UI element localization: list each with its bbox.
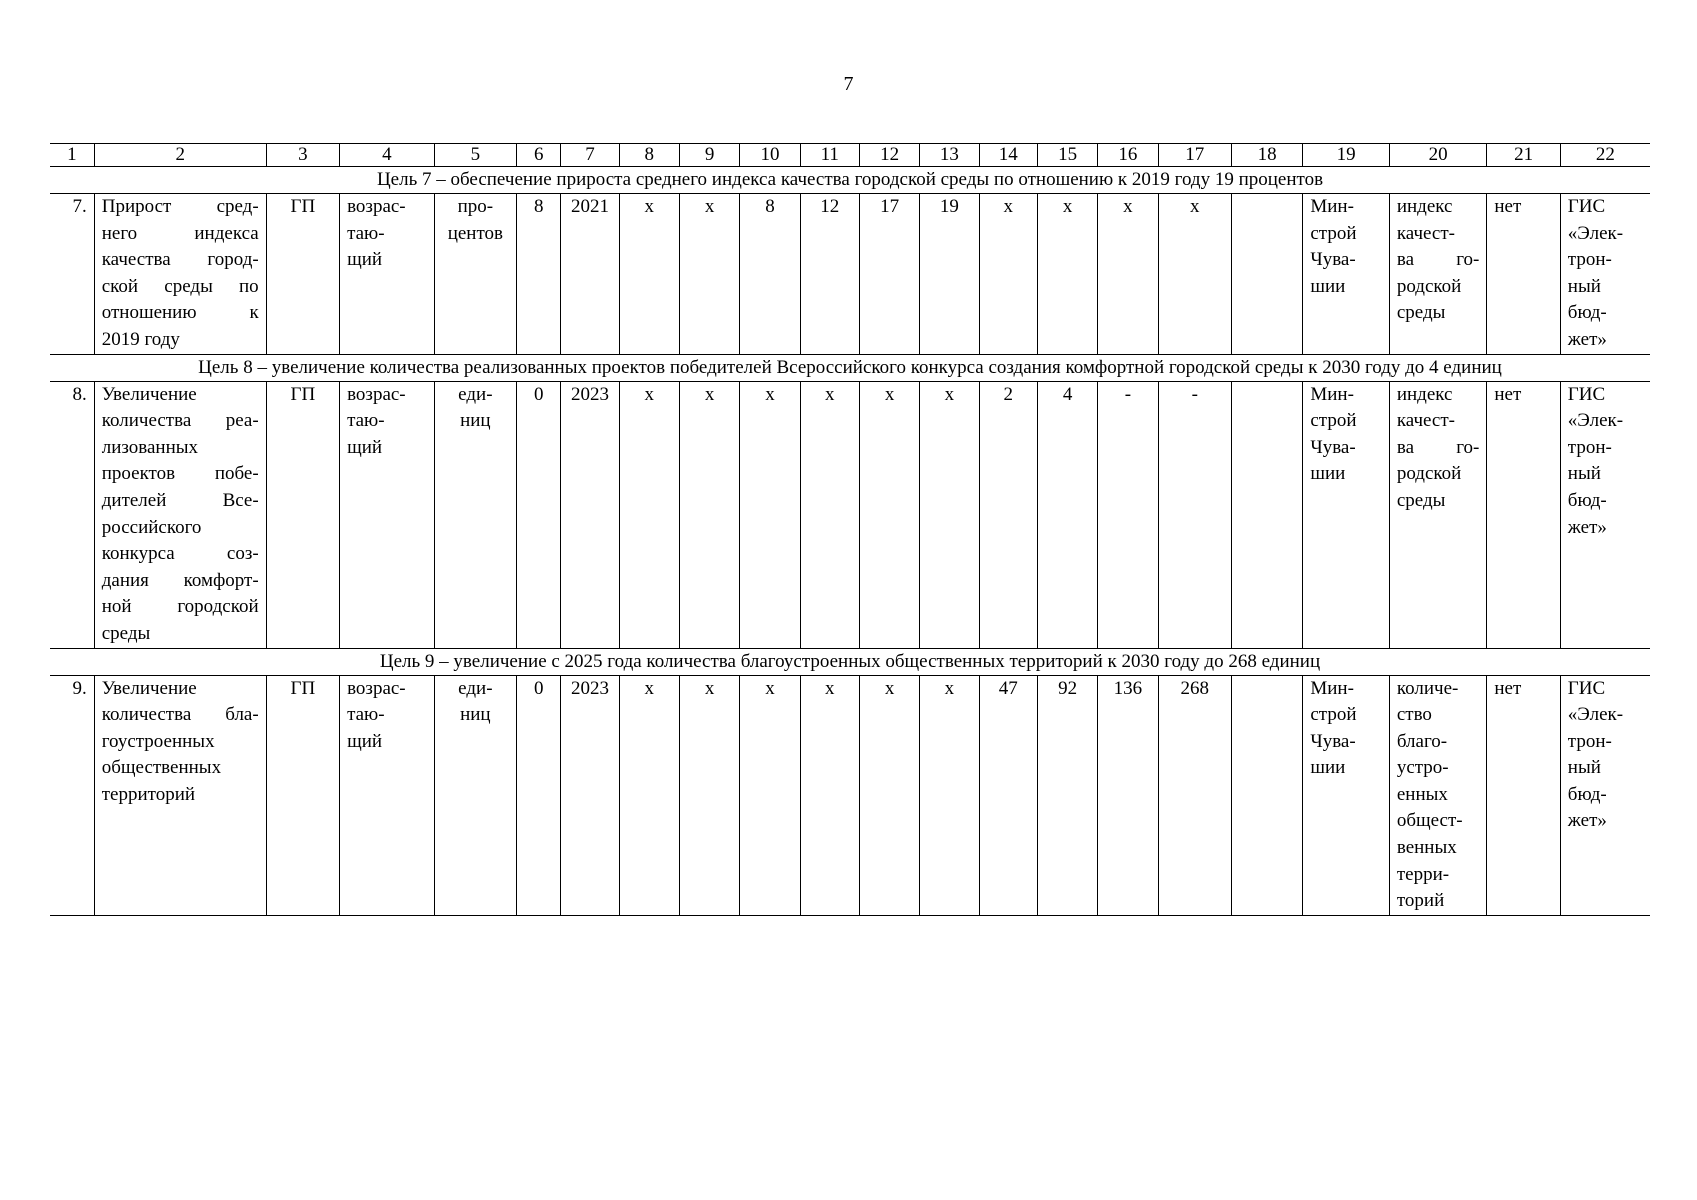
table-cell: 17 (859, 194, 919, 355)
table-cell: х (740, 381, 800, 648)
base-year: 2023 (561, 381, 619, 648)
text-line: Чува- (1310, 436, 1356, 458)
text-line: качест- (1396, 222, 1455, 244)
table-row (50, 675, 1650, 915)
col-number: 4 (340, 144, 435, 167)
text-line: бюд- (1567, 302, 1607, 324)
text-line: общественных (101, 757, 222, 779)
text-line: конкурса соз- (101, 543, 259, 565)
text-line: шии (1310, 757, 1346, 779)
table-cell: нет (1487, 194, 1560, 355)
row-number: 8. (50, 381, 94, 648)
text-line: 2019 году (101, 328, 180, 350)
goal-heading-row (50, 167, 1650, 194)
text-line: центов (447, 222, 503, 244)
table-cell: - (1098, 381, 1158, 648)
table-cell: х (800, 675, 859, 915)
text-line: качества город- (101, 249, 259, 271)
text-line: жет» (1567, 516, 1607, 538)
text-line: трон- (1567, 730, 1612, 752)
text-line: гоустроенных (101, 730, 215, 752)
responsible-agency (1303, 194, 1389, 355)
goal-title: Цель 7 – обеспечение прироста среднего индекса качества городской среды по отношению к 2019 году 19 процентов (50, 167, 1650, 194)
text-line: количе- (1396, 677, 1459, 699)
table-cell: 47 (979, 675, 1037, 915)
indicator-name (94, 194, 266, 355)
base-value: 8 (517, 194, 561, 355)
text-line: возрас- (347, 196, 406, 217)
table-cell: х (1037, 194, 1097, 355)
text-line: ный (1567, 275, 1601, 297)
column-number-row (50, 144, 1650, 167)
table-cell: х (619, 194, 679, 355)
indicator-trend (340, 675, 435, 915)
text-line: бюд- (1567, 783, 1607, 805)
col-number: 2 (94, 144, 266, 167)
text-line: таю- (347, 410, 385, 432)
text-line: жет» (1567, 328, 1607, 350)
text-line: «Элек- (1567, 704, 1624, 726)
col-number: 22 (1560, 144, 1650, 167)
text-line: устро- (1396, 757, 1449, 779)
col-number: 20 (1389, 144, 1487, 167)
page-number: 7 (843, 73, 854, 95)
text-line: «Элек- (1567, 222, 1624, 244)
text-line: общест- (1396, 810, 1463, 832)
text-line: благо- (1396, 730, 1448, 752)
text-line: индекс (1396, 196, 1453, 217)
table-row (50, 194, 1650, 355)
col-number: 5 (434, 144, 516, 167)
table-cell: - (1158, 381, 1231, 648)
table-cell: х (979, 194, 1037, 355)
text-line: дителей Все- (101, 489, 259, 511)
text-line: Мин- (1310, 196, 1354, 217)
text-line: возрас- (347, 677, 406, 699)
responsible-agency (1303, 381, 1389, 648)
table-cell: х (920, 675, 979, 915)
base-value: 0 (517, 381, 561, 648)
text-line: трон- (1567, 436, 1612, 458)
table-cell: х (619, 675, 679, 915)
text-line: ный (1567, 757, 1601, 779)
text-line: отношению к (101, 302, 259, 324)
table-cell: 268 (1158, 675, 1231, 915)
col-number: 18 (1231, 144, 1302, 167)
linked-indicator (1389, 675, 1487, 915)
table-cell: нет (1487, 381, 1560, 648)
text-line: него индекса (101, 222, 259, 244)
text-line: ГИС (1567, 677, 1606, 699)
text-line: щий (347, 436, 383, 458)
text-line: ный (1567, 463, 1601, 485)
col-number: 11 (800, 144, 859, 167)
text-line: количества реа- (101, 410, 259, 432)
text-line: возрас- (347, 383, 406, 405)
table-cell: 2 (979, 381, 1037, 648)
text-line: Увеличение (101, 383, 197, 405)
col-number: 1 (50, 144, 94, 167)
text-line: строй (1310, 704, 1357, 726)
col-number: 12 (859, 144, 919, 167)
col-number: 17 (1158, 144, 1231, 167)
base-year: 2023 (561, 675, 619, 915)
table-cell: х (679, 675, 739, 915)
text-line: Прирост сред- (101, 196, 259, 217)
text-line: ство (1396, 704, 1432, 726)
table-cell: нет (1487, 675, 1560, 915)
text-line: родской (1396, 463, 1462, 485)
text-line: среды (101, 622, 151, 644)
goal-title: Цель 9 – увеличение с 2025 года количества благоустроенных общественных территорий к 2030 году до 268 единиц (50, 648, 1650, 675)
information-system (1560, 381, 1650, 648)
indicator-name (94, 381, 266, 648)
text-line: шии (1310, 275, 1346, 297)
table-cell: 19 (920, 194, 979, 355)
text-line: трон- (1567, 249, 1612, 271)
col-number: 21 (1487, 144, 1560, 167)
col-number: 8 (619, 144, 679, 167)
text-line: территорий (101, 783, 196, 805)
indicators-table (50, 143, 1650, 916)
table-cell: 92 (1037, 675, 1097, 915)
text-line: щий (347, 730, 383, 752)
text-line: енных (1396, 783, 1448, 805)
base-value: 0 (517, 675, 561, 915)
indicator-trend (340, 381, 435, 648)
base-year: 2021 (561, 194, 619, 355)
text-line: про- (457, 196, 494, 217)
text-line: строй (1310, 410, 1357, 432)
indicator-trend (340, 194, 435, 355)
goal-heading-row (50, 648, 1650, 675)
table-cell (1231, 194, 1302, 355)
goal-title (50, 354, 1650, 381)
col-number: 10 (740, 144, 800, 167)
col-number: 6 (517, 144, 561, 167)
col-number: 3 (266, 144, 339, 167)
text-line: дания комфорт- (101, 569, 259, 591)
responsible-agency (1303, 675, 1389, 915)
linked-indicator (1389, 381, 1487, 648)
indicator-level: ГП (266, 194, 339, 355)
table-cell: 8 (740, 194, 800, 355)
text-line: среды (1396, 302, 1446, 324)
text-line: терри- (1396, 863, 1450, 885)
text-line: Чува- (1310, 730, 1356, 752)
text-line: ГИС (1567, 383, 1606, 405)
indicator-level: ГП (266, 675, 339, 915)
col-number: 15 (1037, 144, 1097, 167)
text-line: российского (101, 516, 202, 538)
table-cell: 136 (1098, 675, 1158, 915)
text-line: таю- (347, 704, 385, 726)
text-line: среды (1396, 489, 1446, 511)
indicator-level: ГП (266, 381, 339, 648)
text-line: ной городской (101, 596, 259, 618)
indicator-unit (434, 381, 516, 648)
text-line: Увеличение (101, 677, 197, 699)
table-cell: х (800, 381, 859, 648)
table-cell: х (679, 194, 739, 355)
table-cell (1231, 381, 1302, 648)
text-line: Мин- (1310, 383, 1354, 405)
text-line: венных (1396, 837, 1457, 859)
col-number: 9 (679, 144, 739, 167)
text-line: родской (1396, 275, 1462, 297)
col-number: 13 (920, 144, 979, 167)
table-cell: 12 (800, 194, 859, 355)
text-line: проектов побе- (101, 463, 259, 485)
information-system (1560, 675, 1650, 915)
text-line: ниц (460, 410, 491, 432)
text-line: ГИС (1567, 196, 1606, 217)
col-number: 7 (561, 144, 619, 167)
text-line: качест- (1396, 410, 1455, 432)
text-line: еди- (458, 383, 493, 405)
table-cell: х (1158, 194, 1231, 355)
text-line: жет» (1567, 810, 1607, 832)
text-line: щий (347, 249, 383, 271)
table-cell: х (1098, 194, 1158, 355)
text-line: Мин- (1310, 677, 1354, 699)
table-cell: х (679, 381, 739, 648)
table-cell: 4 (1037, 381, 1097, 648)
table-cell: х (859, 675, 919, 915)
text-line: комфортной городской среды к 2030 году до 4 единиц (1065, 356, 1502, 378)
text-line: шии (1310, 463, 1346, 485)
table-cell: х (859, 381, 919, 648)
col-number: 19 (1303, 144, 1389, 167)
col-number: 16 (1098, 144, 1158, 167)
text-line: Цель 8 – увеличение количества реализованных проектов победителей Всероссийского конкурса создания (198, 356, 1061, 378)
col-number: 14 (979, 144, 1037, 167)
text-line: торий (1396, 890, 1445, 912)
text-line: ва го- (1396, 436, 1480, 458)
text-line: лизованных (101, 436, 199, 458)
row-number: 9. (50, 675, 94, 915)
table-row (50, 381, 1650, 648)
text-line: ниц (460, 704, 491, 726)
indicator-name (94, 675, 266, 915)
table-cell: х (740, 675, 800, 915)
table-cell: х (619, 381, 679, 648)
text-line: Чува- (1310, 249, 1356, 271)
text-line: ской среды по (101, 275, 259, 297)
text-line: еди- (458, 677, 493, 699)
row-number: 7. (50, 194, 94, 355)
text-line: ва го- (1396, 249, 1480, 271)
text-line: таю- (347, 222, 385, 244)
text-line: количества бла- (101, 704, 259, 726)
information-system (1560, 194, 1650, 355)
goal-heading-row (50, 354, 1650, 381)
indicator-unit (434, 194, 516, 355)
linked-indicator (1389, 194, 1487, 355)
text-line: строй (1310, 222, 1357, 244)
text-line: бюд- (1567, 489, 1607, 511)
text-line: индекс (1396, 383, 1453, 405)
table-cell: х (920, 381, 979, 648)
indicator-unit (434, 675, 516, 915)
text-line: «Элек- (1567, 410, 1624, 432)
table-cell (1231, 675, 1302, 915)
